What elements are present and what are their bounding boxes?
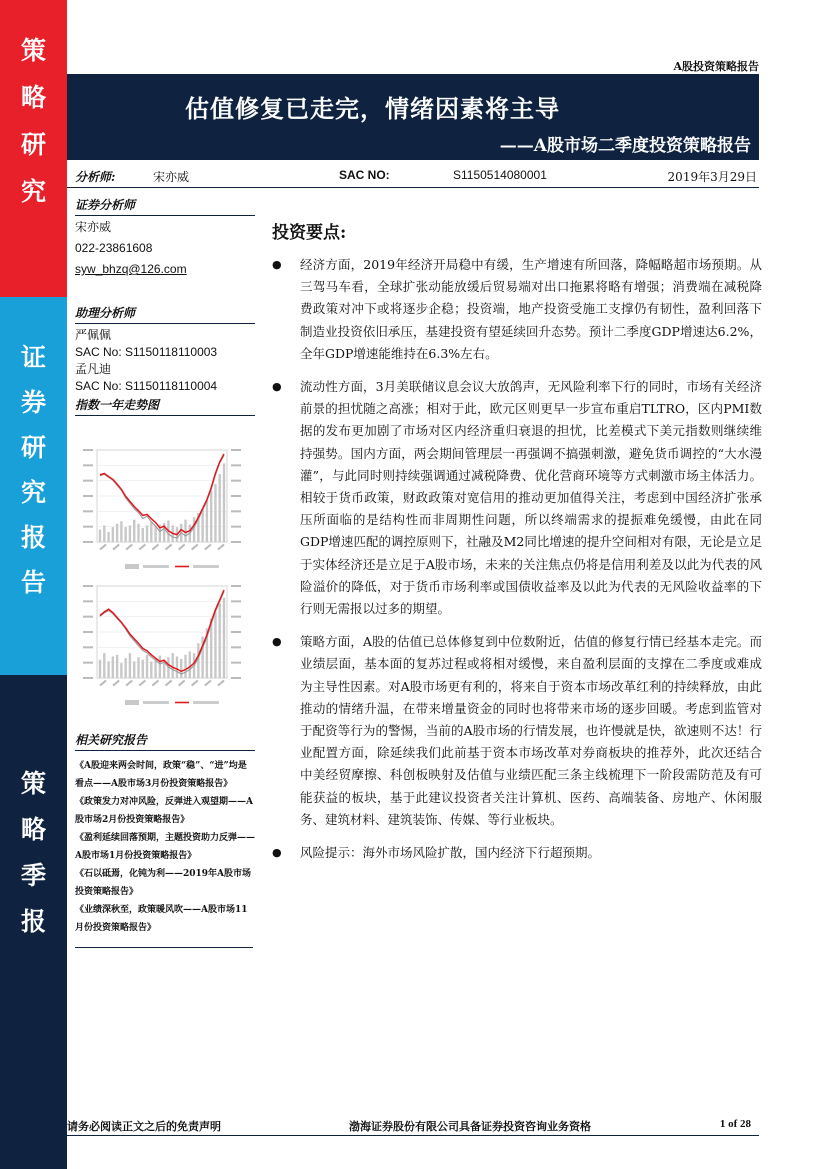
x-tick-mark — [204, 680, 211, 687]
band-char: 策 — [20, 769, 46, 798]
volume-bar — [133, 520, 135, 542]
volume-bar — [103, 525, 105, 542]
volume-bar — [201, 509, 203, 542]
y-tick-mark — [83, 662, 93, 664]
related-end-rule — [75, 947, 253, 948]
y-tick-mark — [231, 480, 241, 482]
volume-bar — [189, 652, 191, 678]
related-reports — [75, 731, 255, 948]
volume-bar — [103, 653, 105, 678]
y-tick-mark — [83, 510, 93, 512]
bullet-icon: ● — [272, 258, 282, 271]
assistant-name: 严佩佩 — [75, 328, 112, 342]
analyst-email-link[interactable]: syw_bhzq@126.com — [75, 262, 187, 276]
band-char: 略 — [20, 83, 46, 112]
y-tick-mark — [231, 600, 241, 602]
bullet-icon: ● — [272, 380, 282, 394]
volume-bar — [184, 655, 186, 678]
legend-text-placeholder — [143, 565, 169, 568]
band-char: 告 — [20, 568, 46, 597]
volume-bar — [193, 517, 195, 542]
volume-bar — [129, 653, 131, 678]
assistant-sac: SAC No: S1150118110003 — [75, 345, 218, 359]
x-tick-mark — [191, 544, 198, 551]
y-tick-mark — [231, 541, 241, 543]
index-chart-svg — [75, 578, 253, 713]
volume-bar — [176, 656, 178, 678]
volume-bar — [214, 484, 216, 542]
volume-bar — [154, 526, 156, 542]
main-content — [272, 218, 762, 875]
y-tick-mark — [231, 677, 241, 679]
volume-bar — [124, 527, 126, 542]
band-char: 季 — [20, 861, 46, 890]
legend-text-placeholder — [143, 701, 169, 704]
volume-bar — [142, 660, 144, 678]
analyst-heading: 证券分析师 — [75, 196, 255, 216]
key-point-text: 流动性方面，3月美联储议息会议大放鸽声，无风险利率下行的同时，市场有关经济前景的担忧随之高涨；相对于此，欧元区则更早一步宣布重启TLTRO，区内PMI数据的发布更加剧了市场对区内经济重归衰退的担忧，比差模式下美元指数则继续维持强势。国内方面，两会期间管理层一再强调不搞强刺激，避免货币调控的“大水漫灌”，与此同时则持续强调通过减税降费、优化营商环境等方式刺激市场主体活力。相较于货币政策，财政政策对宽信用的推动更加值得关注，考虑到中国经济扩张承压所面临的是结构性而非周期性问题，所以终端需求的提振难免缓慢，由此在同GDP增速匹配的调控原则下，社融及M2同比增速的提升空间相对有限，无论是立足于实体经济还是立足于A股市场，未来的关注焦点仍将是信用利差及以此为代表的风险溢价的降低，对于货币市场利率或国债收益率及以此为代表的无风险收益率的下行则无需报以过多的期望。 — [300, 379, 762, 617]
y-tick-mark — [231, 631, 241, 633]
volume-bar — [99, 660, 101, 678]
analyst-name: 宋亦威 — [75, 220, 112, 234]
related-report-link[interactable]: 《A股迎来两会时间，政策“稳”、“进”均是看点——A股市场3月份投资策略报告》 — [75, 761, 247, 789]
key-point — [272, 631, 762, 831]
volume-bar — [219, 474, 221, 542]
sac-label: SAC NO: — [339, 168, 390, 182]
legend-swatch-volume — [125, 700, 139, 705]
volume-bar — [116, 655, 118, 678]
sidebar — [75, 196, 255, 419]
volume-bar — [129, 525, 131, 542]
x-tick-mark — [99, 544, 106, 551]
assistant-sac: SAC No: S1150118110004 — [75, 379, 218, 393]
left-band-red — [0, 0, 67, 297]
volume-bar — [184, 520, 186, 542]
band-char: 略 — [20, 815, 46, 844]
volume-bar — [214, 612, 216, 678]
band-char: 策 — [20, 36, 46, 65]
key-points-heading: 投资要点: — [272, 223, 347, 243]
index-chart-1 — [75, 442, 253, 577]
volume-bar — [219, 603, 221, 678]
x-tick-mark — [112, 544, 119, 551]
volume-bar — [107, 532, 109, 542]
series-line — [100, 455, 224, 538]
volume-bar — [124, 658, 126, 678]
x-tick-mark — [178, 544, 185, 551]
volume-bar — [142, 528, 144, 542]
x-tick-mark — [152, 544, 159, 551]
volume-bar — [99, 530, 101, 542]
band-char: 研 — [20, 433, 46, 462]
key-point — [272, 254, 762, 365]
left-band-navy — [0, 675, 67, 1169]
band-char: 究 — [20, 177, 46, 206]
band-char: 研 — [20, 130, 46, 159]
x-tick-mark — [204, 544, 211, 551]
legend-swatch-volume — [125, 564, 139, 569]
x-tick-mark — [191, 680, 198, 687]
key-point — [272, 842, 762, 864]
x-tick-mark — [139, 680, 146, 687]
title-banner — [67, 76, 759, 160]
volume-bar — [146, 655, 148, 678]
report-type-label: A股投资策略报告 — [673, 60, 759, 73]
related-heading: 相关研究报告 — [75, 731, 255, 751]
y-tick-mark — [83, 646, 93, 648]
band-char: 报 — [20, 523, 46, 552]
volume-bar — [159, 656, 161, 678]
related-report-link[interactable]: 《业绩深秋至，政策暖风吹——A股市场11月份投资策略报告》 — [75, 905, 248, 933]
page-number: 1 of 28 — [719, 1118, 751, 1130]
series-line — [100, 454, 224, 535]
y-tick-mark — [83, 480, 93, 482]
key-point-text: 经济方面，2019年经济开局稳中有缓，生产增速有所回落，降幅略超市场预期。从三驾马车看，全球扩张动能放缓后贸易端对出口拖累将略有增强；消费端在减税降费政策对冲下或将逐步企稳；投资端，地产投资受施工支撑仍有韧性，盈利回落下制造业投资依旧承压，基建投资有望延续回升态势。预计二季度GDP增速达6.2%，全年GDP增速能维持在6.3%左右。 — [300, 257, 762, 361]
key-point-text: 风险提示：海外市场风险扩散，国内经济下行超预期。 — [300, 845, 601, 861]
volume-bar — [180, 659, 182, 678]
x-tick-mark — [217, 680, 224, 687]
y-tick-mark — [83, 495, 93, 497]
y-tick-mark — [83, 464, 93, 466]
key-point-text: 策略方面，A股的估值已总体修复到中位数附近，估值的修复行情已经基本走完。而业绩层面，基本面的复苏过程或将相对缓慢，来自盈利层面的支撑在二季度或难成为主导性因素。对A股市场更有利的，将来自于资本市场改革红利的持续释放，由此推动的情绪升温，在带来增量资金的同时也将带来市场的逐步回暖。考虑到监管对于配资等行为的警惕，当前的A股市场的行情发展，也许慢就是快，欲速则不达！行业配置方面，除延续我们此前基于资本市场改革对券商板块的推荐外，此次还结合中美经贸摩擦、科创板映射及估值与业绩匹配三条主线梳理下一阶段需防范及有可能获益的板块，基于此建议投资者关注计算机、医药、高端装备、房地产、休闲服务、建筑材料、建筑装饰、传媒、等行业板块。 — [300, 634, 762, 827]
y-tick-mark — [83, 600, 93, 602]
company-qualification: 渤海证券股份有限公司具备证券投资咨询业务资格 — [349, 1120, 591, 1133]
volume-bar — [120, 521, 122, 542]
y-tick-mark — [231, 585, 241, 587]
x-tick-mark — [126, 544, 133, 551]
volume-bar — [210, 491, 212, 542]
volume-bar — [150, 661, 152, 678]
y-tick-mark — [231, 526, 241, 528]
volume-bar — [171, 653, 173, 678]
analyst-name: 宋亦威 — [153, 170, 190, 184]
legend-text-placeholder — [193, 565, 219, 568]
y-tick-mark — [83, 677, 93, 679]
volume-bar — [137, 657, 139, 678]
y-tick-mark — [231, 449, 241, 451]
x-tick-mark — [217, 544, 224, 551]
volume-bar — [137, 524, 139, 542]
y-tick-mark — [83, 585, 93, 587]
sac-number: S1150514080001 — [453, 168, 547, 182]
volume-bar — [116, 524, 118, 542]
band-char: 究 — [20, 478, 46, 507]
report-date: 2019年3月29日 — [667, 170, 757, 184]
x-tick-mark — [165, 680, 172, 687]
x-tick-mark — [178, 680, 185, 687]
volume-bar — [197, 643, 199, 678]
volume-bar — [120, 663, 122, 678]
analyst-label: 分析师: — [75, 170, 116, 184]
y-tick-mark — [231, 495, 241, 497]
y-tick-mark — [83, 616, 93, 618]
volume-bar — [223, 598, 225, 678]
related-report-link[interactable]: 《政策发力对冲风险，反弹进入观望期——A股市场2月份投资策略报告》 — [75, 797, 253, 825]
y-tick-mark — [83, 526, 93, 528]
x-tick-mark — [126, 680, 133, 687]
y-tick-mark — [83, 631, 93, 633]
volume-bar — [112, 527, 114, 542]
band-char: 证 — [20, 343, 46, 372]
assistant-heading: 助理分析师 — [75, 304, 255, 324]
left-band-blue — [0, 297, 67, 675]
x-tick-mark — [165, 544, 172, 551]
assistant-name: 孟凡迪 — [75, 362, 112, 376]
x-tick-mark — [139, 544, 146, 551]
legend-text-placeholder — [193, 701, 219, 704]
x-tick-mark — [152, 680, 159, 687]
page-footer — [67, 1116, 759, 1136]
volume-bar — [223, 463, 225, 542]
bullet-icon: ● — [272, 846, 282, 860]
index-chart-2 — [75, 578, 253, 713]
page-title: 估值修复已走完，情绪因素将主导 — [185, 94, 560, 123]
x-tick-mark — [99, 680, 106, 687]
volume-bar — [133, 661, 135, 678]
band-char: 报 — [20, 907, 46, 936]
volume-bar — [112, 656, 114, 678]
volume-bar — [206, 501, 208, 542]
y-tick-mark — [231, 616, 241, 618]
related-report-link[interactable]: 《盈利延续回落预期，主题投资助力反弹——A股市场1月份投资策略报告》 — [75, 833, 256, 861]
volume-bar — [107, 661, 109, 678]
y-tick-mark — [231, 464, 241, 466]
related-report-link[interactable]: 《石以砥焉，化钝为利——2019年A股市场投资策略报告》 — [75, 869, 252, 897]
bullet-icon: ● — [272, 635, 282, 649]
page-subtitle: ——A股市场二季度投资策略报告 — [499, 136, 751, 156]
y-tick-mark — [231, 646, 241, 648]
band-char: 券 — [20, 388, 46, 417]
analyst-info-bar — [67, 164, 759, 188]
index-chart-svg — [75, 442, 253, 577]
x-tick-mark — [112, 680, 119, 687]
disclaimer-note: 请务必阅读正文之后的免责声明 — [67, 1120, 221, 1133]
analyst-phone: 022-23861608 — [75, 241, 153, 255]
y-tick-mark — [231, 662, 241, 664]
volume-bar — [146, 525, 148, 542]
y-tick-mark — [83, 541, 93, 543]
volume-bar — [150, 522, 152, 542]
chart-heading: 指数一年走势图 — [75, 396, 255, 416]
y-tick-mark — [231, 510, 241, 512]
y-tick-mark — [83, 449, 93, 451]
key-point — [272, 376, 762, 620]
series-line — [100, 590, 224, 671]
